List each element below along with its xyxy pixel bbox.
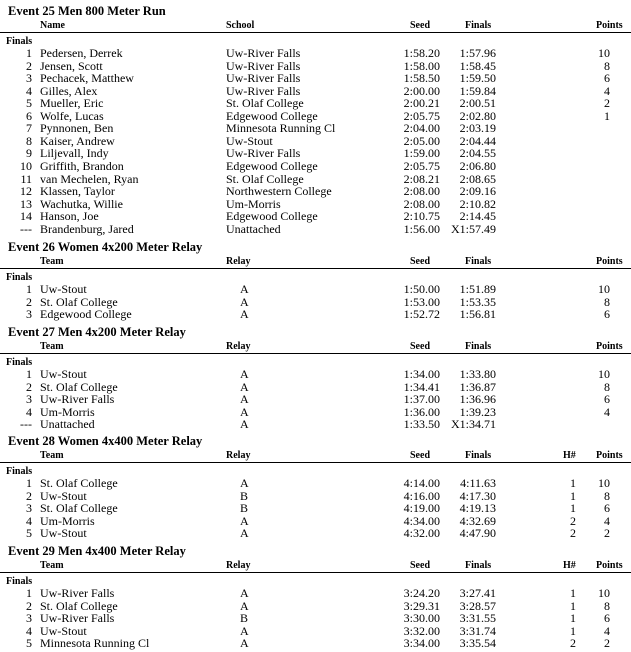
- place-cell: 4: [26, 513, 32, 528]
- column-header-row: [0, 339, 631, 354]
- table-row: [0, 637, 631, 650]
- column-header-finals: Finals: [465, 560, 492, 571]
- name-cell: Pedersen, Derrek: [40, 46, 123, 60]
- school-cell: Um-Morris: [226, 196, 281, 211]
- points-cell: 6: [604, 71, 610, 86]
- place-cell: 2: [26, 488, 32, 503]
- column-header-school: Relay: [226, 256, 251, 267]
- column-header-points: Points: [596, 560, 623, 571]
- seed-cell: 3:30.00: [403, 611, 440, 626]
- school-cell: Uw-River Falls: [226, 83, 301, 98]
- column-header-points: Points: [596, 341, 623, 352]
- column-header-seed: Seed: [410, 20, 430, 31]
- name-cell: Klassen, Taylor: [40, 184, 115, 199]
- school-cell: Northwestern College: [226, 184, 332, 199]
- seed-cell: 3:32.00: [403, 623, 440, 638]
- finals-cell: 4:19.13: [459, 501, 496, 516]
- finals-cell: 2:10.82: [459, 196, 496, 211]
- points-cell: 2: [604, 636, 610, 651]
- seed-cell: 2:08.00: [403, 196, 440, 211]
- event-block: [0, 325, 631, 433]
- table-row: [0, 97, 631, 110]
- table-row: [0, 368, 631, 381]
- finals-cell: 2:04.44: [459, 133, 496, 148]
- team-cell: Uw-Stout: [40, 367, 87, 381]
- section-label: Finals: [6, 357, 33, 368]
- heat-cell: 1: [570, 488, 576, 503]
- school-cell: Minnesota Running Cl: [226, 121, 336, 136]
- school-cell: Uw-River Falls: [226, 146, 301, 161]
- table-row: [0, 406, 631, 419]
- relay-cell: A: [240, 379, 249, 394]
- points-cell: 10: [598, 586, 610, 600]
- place-cell: 8: [26, 133, 32, 148]
- points-cell: 6: [604, 307, 610, 322]
- points-cell: 8: [604, 488, 610, 503]
- team-cell: St. Olaf College: [40, 476, 118, 490]
- name-cell: Pynnonen, Ben: [40, 121, 114, 136]
- heat-cell: 1: [570, 586, 576, 600]
- event-block: [0, 4, 631, 237]
- relay-cell: A: [240, 476, 249, 490]
- school-cell: St. Olaf College: [226, 171, 304, 186]
- seed-cell: 2:08.00: [403, 184, 440, 199]
- points-cell: 6: [604, 611, 610, 626]
- relay-cell: B: [240, 611, 249, 626]
- section-label: Finals: [6, 576, 33, 587]
- points-cell: 8: [604, 379, 610, 394]
- name-cell: Liljevall, Indy: [40, 146, 109, 161]
- seed-cell: 1:53.00: [403, 294, 440, 309]
- section-label: Finals: [6, 36, 33, 47]
- place-cell: 14: [20, 209, 32, 224]
- school-cell: Uw-River Falls: [226, 46, 301, 60]
- team-cell: Um-Morris: [40, 404, 95, 419]
- place-cell: 6: [26, 108, 32, 123]
- school-cell: Uw-River Falls: [226, 71, 301, 86]
- finals-cell: 1:53.35: [459, 294, 496, 309]
- seed-cell: 4:32.00: [403, 526, 440, 541]
- team-cell: Uw-River Falls: [40, 586, 115, 600]
- section-label: Finals: [6, 466, 33, 477]
- team-cell: Um-Morris: [40, 513, 95, 528]
- event-block: [0, 544, 631, 652]
- name-cell: Wachutka, Willie: [40, 196, 123, 211]
- seed-cell: 1:59.00: [403, 146, 440, 161]
- column-header-row: [0, 448, 631, 463]
- relay-cell: A: [240, 367, 249, 381]
- school-cell: St. Olaf College: [226, 96, 304, 111]
- finals-cell: 3:31.74: [459, 623, 496, 638]
- column-header-seed: Seed: [410, 341, 430, 352]
- seed-cell: 1:52.72: [403, 307, 440, 322]
- points-cell: 8: [604, 58, 610, 73]
- points-cell: 6: [604, 501, 610, 516]
- points-cell: 4: [604, 404, 610, 419]
- column-header-school: School: [226, 20, 255, 31]
- heat-cell: 1: [570, 476, 576, 490]
- finals-cell: 3:35.54: [459, 636, 496, 651]
- school-cell: Edgewood College: [226, 158, 318, 173]
- heat-cell: 2: [570, 636, 576, 651]
- column-header-row: [0, 254, 631, 269]
- finals-cell: 1:57.96: [459, 46, 496, 60]
- finals-cell: 1:39.23: [459, 404, 496, 419]
- place-cell: 5: [26, 526, 32, 541]
- column-header-finals: Finals: [465, 341, 492, 352]
- finals-cell: 1:59.84: [459, 83, 496, 98]
- heat-cell: 1: [570, 611, 576, 626]
- place-cell: 5: [26, 636, 32, 651]
- points-cell: 2: [604, 526, 610, 541]
- finals-cell: 2:09.16: [459, 184, 496, 199]
- column-header-seed: Seed: [410, 560, 430, 571]
- team-cell: Uw-River Falls: [40, 611, 115, 626]
- seed-cell: 4:16.00: [403, 488, 440, 503]
- place-cell: 2: [26, 294, 32, 309]
- points-cell: 4: [604, 83, 610, 98]
- relay-cell: A: [240, 598, 249, 613]
- column-header-name: Name: [40, 20, 65, 31]
- name-cell: Wolfe, Lucas: [40, 108, 104, 123]
- seed-cell: 4:34.00: [403, 513, 440, 528]
- school-cell: Edgewood College: [226, 108, 318, 123]
- table-row: [0, 502, 631, 515]
- relay-cell: A: [240, 586, 249, 600]
- finals-cell: 1:51.89: [459, 282, 496, 296]
- finals-cell: 1:58.45: [459, 58, 496, 73]
- place-cell: 1: [26, 282, 32, 296]
- heat-cell: 1: [570, 623, 576, 638]
- relay-cell: B: [240, 488, 249, 503]
- seed-cell: 2:04.00: [403, 121, 440, 136]
- seed-cell: 3:29.31: [403, 598, 440, 613]
- seed-cell: 4:19.00: [403, 501, 440, 516]
- finals-cell: 2:08.65: [459, 171, 496, 186]
- seed-cell: 3:24.20: [403, 586, 440, 600]
- finals-cell: 4:11.63: [460, 476, 496, 490]
- column-header-name: Team: [40, 256, 64, 267]
- seed-cell: 1:37.00: [403, 392, 440, 407]
- table-row: [0, 612, 631, 625]
- points-cell: 6: [604, 392, 610, 407]
- column-header-school: Relay: [226, 450, 251, 461]
- name-cell: Brandenburg, Jared: [40, 221, 134, 236]
- table-row: [0, 418, 631, 431]
- seed-cell: 1:58.00: [403, 58, 440, 73]
- finals-cell: X1:57.49: [451, 221, 496, 236]
- column-header-seed: Seed: [410, 256, 430, 267]
- heat-cell: 2: [570, 526, 576, 541]
- points-cell: 8: [604, 294, 610, 309]
- finals-cell: 2:14.45: [459, 209, 496, 224]
- team-cell: St. Olaf College: [40, 294, 118, 309]
- relay-cell: A: [240, 513, 249, 528]
- finals-cell: 4:17.30: [459, 488, 496, 503]
- seed-cell: 2:05.75: [403, 108, 440, 123]
- relay-cell: B: [240, 501, 249, 516]
- place-cell: 3: [26, 611, 32, 626]
- column-header-row: [0, 558, 631, 573]
- seed-cell: 1:58.50: [403, 71, 440, 86]
- points-cell: 4: [604, 513, 610, 528]
- heat-cell: 2: [570, 513, 576, 528]
- column-header-finals: Finals: [465, 256, 492, 267]
- relay-cell: A: [240, 392, 249, 407]
- place-cell: 1: [26, 46, 32, 60]
- column-header-school: Relay: [226, 560, 251, 571]
- event-title: Event 25 Men 800 Meter Run: [8, 4, 166, 18]
- column-header-finals: Finals: [465, 450, 492, 461]
- team-cell: Uw-Stout: [40, 623, 87, 638]
- column-header-points: Points: [596, 256, 623, 267]
- finals-cell: 1:33.80: [459, 367, 496, 381]
- column-header-heat: H#: [563, 450, 576, 461]
- team-cell: Edgewood College: [40, 307, 132, 322]
- finals-cell: 4:47.90: [459, 526, 496, 541]
- seed-cell: 1:34.00: [403, 367, 440, 381]
- school-cell: Unattached: [226, 221, 281, 236]
- team-cell: Uw-Stout: [40, 488, 87, 503]
- name-cell: Gilles, Alex: [40, 83, 98, 98]
- seed-cell: 1:58.20: [403, 46, 440, 60]
- event-title: Event 26 Women 4x200 Meter Relay: [8, 240, 203, 254]
- relay-cell: A: [240, 294, 249, 309]
- place-cell: 4: [26, 623, 32, 638]
- column-header-heat: H#: [563, 560, 576, 571]
- relay-cell: A: [240, 526, 249, 541]
- finals-cell: 2:02.80: [459, 108, 496, 123]
- seed-cell: 1:34.41: [403, 379, 440, 394]
- seed-cell: 3:34.00: [403, 636, 440, 651]
- points-cell: 10: [598, 46, 610, 60]
- place-cell: 1: [26, 476, 32, 490]
- finals-cell: X1:34.71: [451, 417, 496, 432]
- column-header-seed: Seed: [410, 450, 430, 461]
- seed-cell: 2:10.75: [403, 209, 440, 224]
- relay-cell: A: [240, 307, 249, 322]
- column-header-points: Points: [596, 20, 623, 31]
- event-title: Event 27 Men 4x200 Meter Relay: [8, 325, 186, 339]
- name-cell: Mueller, Eric: [40, 96, 104, 111]
- seed-cell: 2:05.00: [403, 133, 440, 148]
- column-header-school: Relay: [226, 341, 251, 352]
- points-cell: 1: [604, 108, 610, 123]
- school-cell: Edgewood College: [226, 209, 318, 224]
- place-cell: 12: [20, 184, 32, 199]
- relay-cell: A: [240, 623, 249, 638]
- team-cell: St. Olaf College: [40, 501, 118, 516]
- relay-cell: A: [240, 404, 249, 419]
- team-cell: St. Olaf College: [40, 598, 118, 613]
- team-cell: Uw-Stout: [40, 282, 87, 296]
- name-cell: Kaiser, Andrew: [40, 133, 115, 148]
- table-row: [0, 223, 631, 236]
- table-row: [0, 72, 631, 85]
- finals-cell: 3:28.57: [459, 598, 496, 613]
- seed-cell: 2:08.21: [403, 171, 440, 186]
- seed-cell: 4:14.00: [403, 476, 440, 490]
- points-cell: 10: [598, 476, 610, 490]
- finals-cell: 3:31.55: [459, 611, 496, 626]
- event-title: Event 28 Women 4x400 Meter Relay: [8, 434, 203, 448]
- seed-cell: 2:00.21: [403, 96, 440, 111]
- table-row: [0, 47, 631, 60]
- finals-cell: 3:27.41: [459, 586, 496, 600]
- table-row: [0, 185, 631, 198]
- place-cell: 7: [26, 121, 32, 136]
- table-row: [0, 587, 631, 600]
- seed-cell: 2:00.00: [403, 83, 440, 98]
- table-row: [0, 283, 631, 296]
- column-header-row: [0, 18, 631, 33]
- heat-cell: 1: [570, 598, 576, 613]
- place-cell: 3: [26, 307, 32, 322]
- place-cell: 2: [26, 58, 32, 73]
- name-cell: Hanson, Joe: [40, 209, 99, 224]
- table-row: [0, 477, 631, 490]
- place-cell: 4: [26, 404, 32, 419]
- place-cell: 3: [26, 71, 32, 86]
- finals-cell: 1:36.96: [459, 392, 496, 407]
- place-cell: 1: [26, 367, 32, 381]
- school-cell: Uw-River Falls: [226, 58, 301, 73]
- finals-cell: 4:32.69: [459, 513, 496, 528]
- table-row: [0, 210, 631, 223]
- place-cell: 5: [26, 96, 32, 111]
- seed-cell: 1:36.00: [403, 404, 440, 419]
- name-cell: Pechacek, Matthew: [40, 71, 134, 86]
- column-header-name: Team: [40, 560, 64, 571]
- table-row: [0, 515, 631, 528]
- points-cell: 8: [604, 598, 610, 613]
- points-cell: 2: [604, 96, 610, 111]
- finals-cell: 2:06.80: [459, 158, 496, 173]
- points-cell: 4: [604, 623, 610, 638]
- school-cell: Uw-Stout: [226, 133, 273, 148]
- column-header-name: Team: [40, 450, 64, 461]
- event-block: [0, 240, 631, 323]
- seed-cell: 1:33.50: [403, 417, 440, 432]
- relay-cell: A: [240, 282, 249, 296]
- relay-cell: A: [240, 417, 249, 432]
- place-cell: 2: [26, 598, 32, 613]
- name-cell: Jensen, Scott: [40, 58, 103, 73]
- finals-cell: 1:59.50: [459, 71, 496, 86]
- place-cell: ---: [20, 417, 32, 432]
- finals-cell: 2:04.55: [459, 146, 496, 161]
- section-label: Finals: [6, 272, 33, 283]
- place-cell: 3: [26, 392, 32, 407]
- column-header-finals: Finals: [465, 20, 492, 31]
- heat-cell: 1: [570, 501, 576, 516]
- place-cell: 9: [26, 146, 32, 161]
- table-row: [0, 527, 631, 540]
- team-cell: St. Olaf College: [40, 379, 118, 394]
- place-cell: ---: [20, 221, 32, 236]
- table-row: [0, 393, 631, 406]
- finals-cell: 2:00.51: [459, 96, 496, 111]
- team-cell: Uw-Stout: [40, 526, 87, 541]
- points-cell: 10: [598, 367, 610, 381]
- place-cell: 3: [26, 501, 32, 516]
- table-row: [0, 308, 631, 321]
- team-cell: Uw-River Falls: [40, 392, 115, 407]
- team-cell: Minnesota Running Cl: [40, 636, 150, 651]
- column-header-name: Team: [40, 341, 64, 352]
- place-cell: 2: [26, 379, 32, 394]
- name-cell: van Mechelen, Ryan: [40, 171, 139, 186]
- place-cell: 4: [26, 83, 32, 98]
- relay-cell: A: [240, 636, 249, 651]
- place-cell: 10: [20, 158, 32, 173]
- points-cell: 10: [598, 282, 610, 296]
- table-row: [0, 160, 631, 173]
- finals-cell: 1:56.81: [459, 307, 496, 322]
- place-cell: 11: [20, 171, 32, 186]
- event-title: Event 29 Men 4x400 Meter Relay: [8, 544, 186, 558]
- event-block: [0, 434, 631, 542]
- seed-cell: 1:56.00: [403, 221, 440, 236]
- name-cell: Griffith, Brandon: [40, 158, 124, 173]
- finals-cell: 2:03.19: [459, 121, 496, 136]
- team-cell: Unattached: [40, 417, 95, 432]
- column-header-points: Points: [596, 450, 623, 461]
- seed-cell: 2:05.75: [403, 158, 440, 173]
- table-row: [0, 122, 631, 135]
- place-cell: 1: [26, 586, 32, 600]
- place-cell: 13: [20, 196, 32, 211]
- seed-cell: 1:50.00: [403, 282, 440, 296]
- finals-cell: 1:36.87: [459, 379, 496, 394]
